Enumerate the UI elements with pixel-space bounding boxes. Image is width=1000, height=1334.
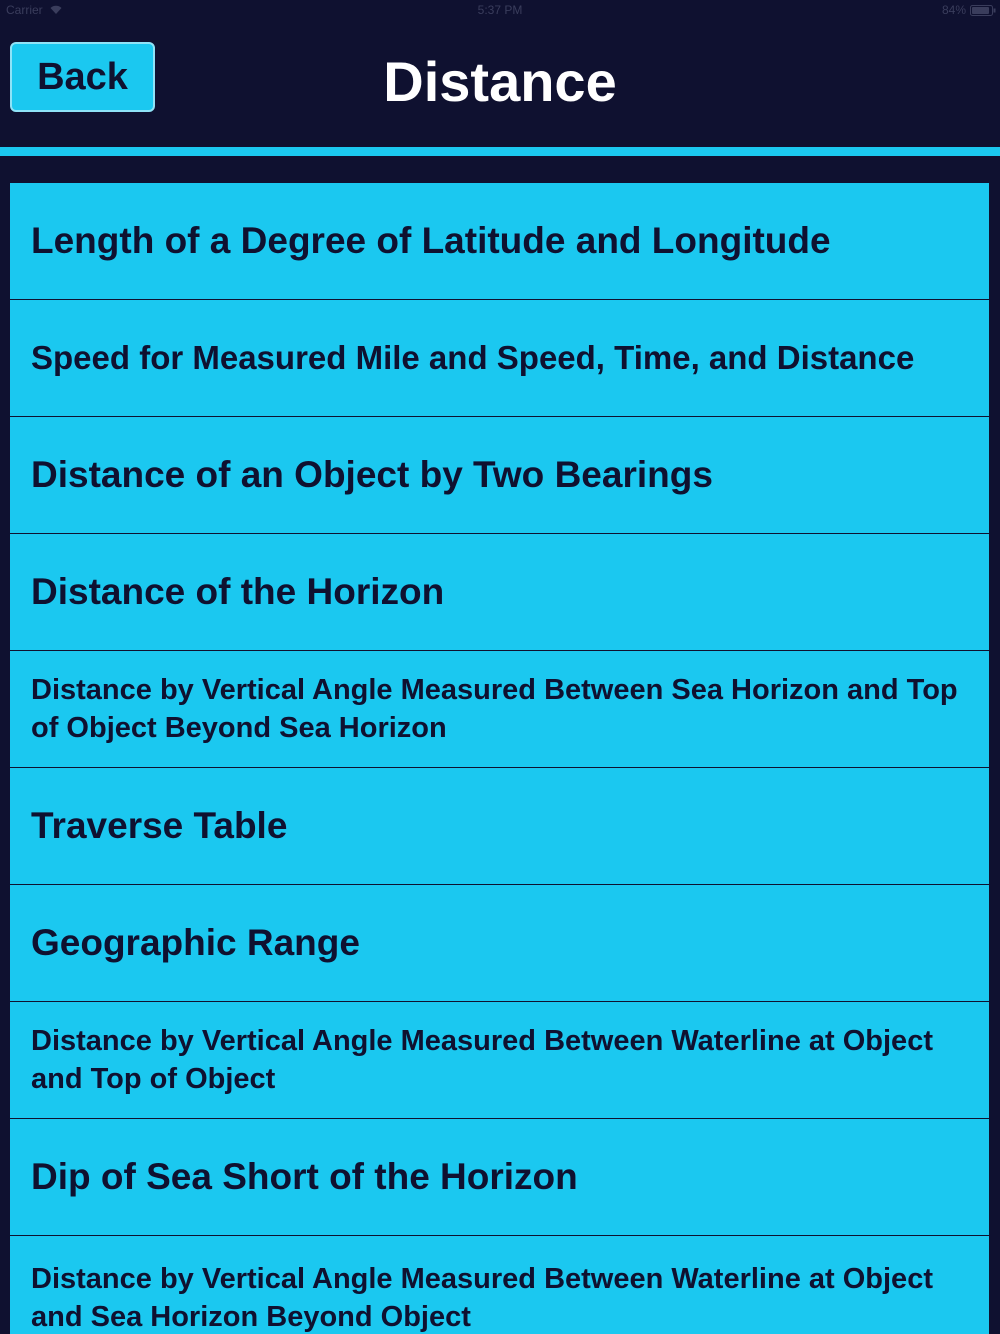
status-bar bbox=[0, 0, 1000, 22]
menu-item-traverse-table[interactable] bbox=[10, 768, 989, 885]
menu-item-label: Dip of Sea Short of the Horizon bbox=[31, 1156, 578, 1197]
battery-percent-label: 84% bbox=[941, 3, 966, 17]
menu-item-label: Distance by Vertical Angle Measured Between Waterline at Object and Sea Horizon Beyond Object bbox=[31, 1263, 933, 1333]
battery-icon bbox=[970, 5, 996, 16]
menu-item-label: Distance of the Horizon bbox=[31, 571, 445, 612]
menu-item-label: Geographic Range bbox=[31, 922, 360, 963]
header-divider bbox=[0, 147, 1000, 156]
menu-item-vertical-angle-waterline-horizon[interactable] bbox=[10, 1236, 989, 1334]
menu-item-label: Length of a Degree of Latitude and Longitude bbox=[31, 220, 831, 261]
menu-item-geographic-range[interactable] bbox=[10, 885, 989, 1002]
menu-item-label: Traverse Table bbox=[31, 805, 288, 846]
menu-item-dip-of-sea[interactable] bbox=[10, 1119, 989, 1236]
menu-item-vertical-angle-waterline-top[interactable] bbox=[10, 1002, 989, 1119]
menu-item-label: Distance by Vertical Angle Measured Between Sea Horizon and Top of Object Beyond Sea Horizon bbox=[31, 674, 958, 744]
back-button[interactable]: Back bbox=[10, 42, 155, 112]
menu-item-degree-length[interactable] bbox=[10, 183, 989, 300]
carrier-label: Carrier bbox=[6, 3, 43, 17]
navigation-header bbox=[0, 22, 1000, 147]
distance-menu-list bbox=[10, 183, 989, 1334]
menu-item-horizon-distance[interactable] bbox=[10, 534, 989, 651]
menu-item-label: Distance of an Object by Two Bearings bbox=[31, 454, 713, 495]
menu-item-measured-mile-speed[interactable] bbox=[10, 300, 989, 417]
menu-item-vertical-angle-sea-horizon[interactable] bbox=[10, 651, 989, 768]
page-title: Distance bbox=[383, 50, 617, 113]
menu-item-label: Speed for Measured Mile and Speed, Time, and Distance bbox=[31, 339, 915, 376]
menu-item-label: Distance by Vertical Angle Measured Between Waterline at Object and Top of Object bbox=[31, 1025, 933, 1095]
clock-label: 5:37 PM bbox=[477, 3, 523, 17]
menu-item-two-bearings[interactable] bbox=[10, 417, 989, 534]
